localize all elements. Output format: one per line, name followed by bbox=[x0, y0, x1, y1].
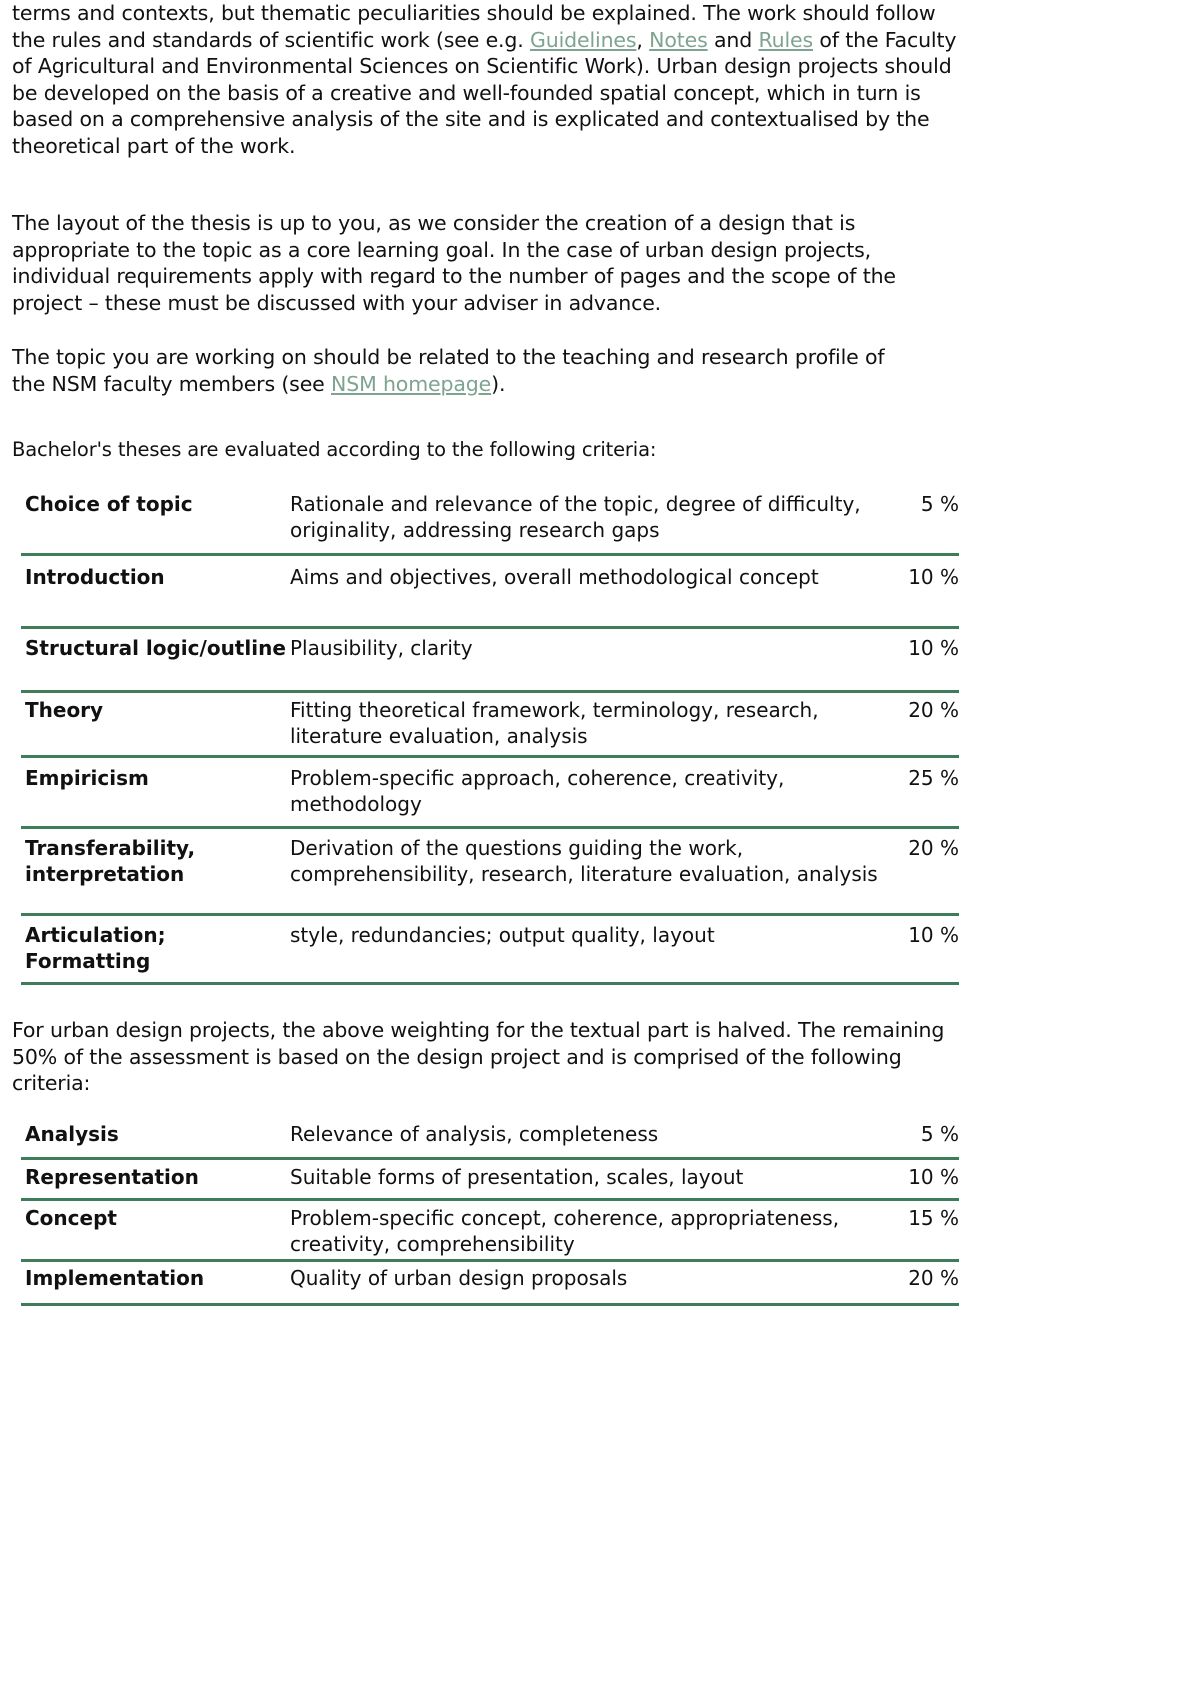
separator-text: and bbox=[707, 27, 759, 52]
criterion-name: Concept bbox=[21, 1200, 290, 1261]
paragraph-scientific-work bbox=[12, 0, 962, 159]
paragraph-topic bbox=[12, 344, 912, 397]
criterion-description: style, redundancies; output quality, layout bbox=[290, 915, 890, 984]
criterion-weight: 5 % bbox=[890, 487, 959, 555]
criterion-description: Quality of urban design proposals bbox=[290, 1261, 890, 1305]
criterion-description: Problem-specific approach, coherence, creativity, methodology bbox=[290, 757, 890, 828]
criterion-name: Introduction bbox=[21, 555, 290, 628]
criterion-description: Relevance of analysis, completeness bbox=[290, 1118, 890, 1159]
criterion-weight: 20 % bbox=[890, 1261, 959, 1305]
notes-link[interactable]: Notes bbox=[649, 27, 708, 52]
criterion-weight: 25 % bbox=[890, 757, 959, 828]
table-row bbox=[21, 828, 959, 915]
bachelor-criteria-table bbox=[21, 487, 959, 985]
criterion-name: Transferability, interpretation bbox=[21, 828, 290, 915]
criterion-name: Representation bbox=[21, 1159, 290, 1200]
criterion-description: Suitable forms of presentation, scales, layout bbox=[290, 1159, 890, 1200]
criterion-weight: 15 % bbox=[890, 1200, 959, 1261]
criterion-weight: 10 % bbox=[890, 555, 959, 628]
table-row bbox=[21, 1200, 959, 1261]
criterion-name: Choice of topic bbox=[21, 487, 290, 555]
criterion-description: Problem-specific concept, coherence, appropriateness, creativity, comprehensibility bbox=[290, 1200, 890, 1261]
criterion-weight: 5 % bbox=[890, 1118, 959, 1159]
separator-text: , bbox=[636, 27, 650, 52]
guidelines-link[interactable]: Guidelines bbox=[530, 27, 637, 52]
paragraph-text: The topic you are working on should be related to the teaching and research profile of the NSM faculty members (see bbox=[12, 345, 885, 396]
criterion-weight: 10 % bbox=[890, 1159, 959, 1200]
table-row bbox=[21, 555, 959, 628]
criterion-weight: 20 % bbox=[890, 828, 959, 915]
table-row bbox=[21, 915, 959, 984]
criterion-name: Structural logic/outline bbox=[21, 628, 290, 692]
criterion-name: Theory bbox=[21, 692, 290, 757]
rules-link[interactable]: Rules bbox=[758, 27, 814, 52]
table-row bbox=[21, 692, 959, 757]
paragraph-urban-design: For urban design projects, the above weighting for the textual part is halved. The remaining 50% of the assessment is based on the design project and is comprised of the following criteria: bbox=[12, 1018, 945, 1095]
nsm-homepage-link[interactable]: NSM homepage bbox=[331, 371, 492, 396]
criterion-weight: 10 % bbox=[890, 628, 959, 692]
criterion-weight: 20 % bbox=[890, 692, 959, 757]
criterion-description: Rationale and relevance of the topic, degree of difficulty, originality, addressing research gaps bbox=[290, 487, 890, 555]
criterion-name: Articulation; Formatting bbox=[21, 915, 290, 984]
table-row bbox=[21, 487, 959, 555]
paragraph-text: terms and contexts, but thematic peculiarities should be explained. The work should follow the rules and standards of scientific work (see e.g. bbox=[12, 1, 936, 52]
paragraph-text: of the Faculty of Agricultural and Environmental Sciences on Scientific Work). Urban design projects should be developed on the basis of a creative and well-founded spatial concept, which in turn is based on a comprehensive analysis of the site and is explicated and contextualised by the theoretical part of the work. bbox=[12, 27, 957, 158]
paragraph-layout: The layout of the thesis is up to you, as we consider the creation of a design that is appropriate to the topic as a core learning goal. In the case of urban design projects, individual requirements apply with regard to the number of pages and the scope of the project – these must be discussed with your adviser in advance. bbox=[12, 211, 896, 315]
criterion-name: Implementation bbox=[21, 1261, 290, 1305]
table-row bbox=[21, 1159, 959, 1200]
paragraph-text: ). bbox=[491, 371, 506, 396]
criteria-intro: Bachelor's theses are evaluated according to the following criteria: bbox=[12, 438, 657, 461]
criterion-description: Derivation of the questions guiding the work, comprehensibility, research, literature evaluation, analysis bbox=[290, 828, 890, 915]
design-criteria-table bbox=[21, 1118, 959, 1306]
criterion-weight: 10 % bbox=[890, 915, 959, 984]
table-row bbox=[21, 628, 959, 692]
criterion-description: Plausibility, clarity bbox=[290, 628, 890, 692]
table-row bbox=[21, 1118, 959, 1159]
table-row bbox=[21, 757, 959, 828]
criterion-name: Empiricism bbox=[21, 757, 290, 828]
criterion-description: Aims and objectives, overall methodological concept bbox=[290, 555, 890, 628]
criterion-description: Fitting theoretical framework, terminology, research, literature evaluation, analysis bbox=[290, 692, 890, 757]
criterion-name: Analysis bbox=[21, 1118, 290, 1159]
table-row bbox=[21, 1261, 959, 1305]
